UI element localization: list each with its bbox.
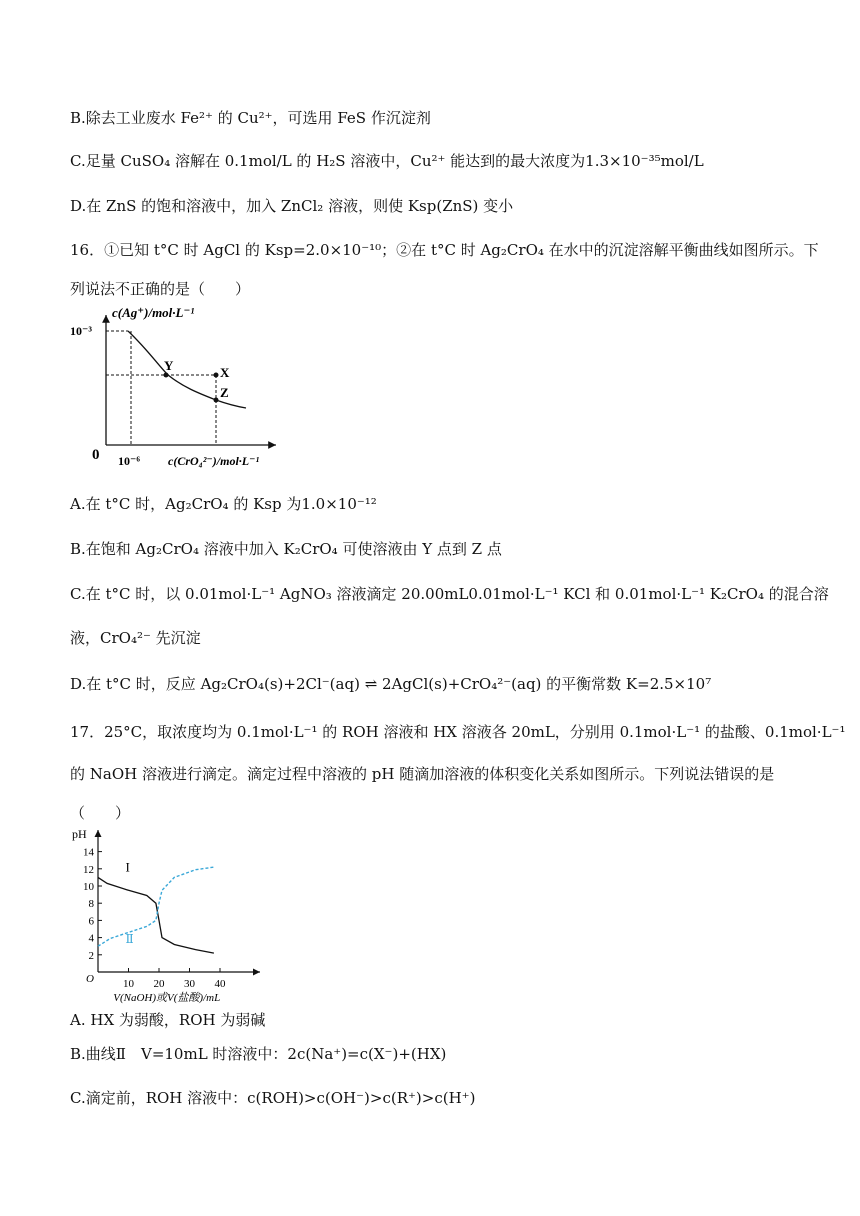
q17-x-tick-label: 20: [153, 978, 165, 990]
q17-y-tick-label: 10: [83, 881, 94, 893]
q17-origin-label: O: [86, 973, 94, 985]
question-16-stem-line2: 列说法不正确的是（ ）: [70, 280, 251, 298]
q17-x-tick-label: 40: [214, 978, 226, 990]
q17-x-tick-label: 10: [123, 978, 134, 990]
q17-y-axis-label: pH: [72, 827, 87, 841]
option-15-b: B.除去工业废水 Fe²⁺ 的 Cu²⁺，可选用 FeS 作沉淀剂: [70, 109, 431, 127]
q16-origin-label: 0: [92, 447, 100, 463]
question-17-stem-line1: 17．25°C，取浓度均为 0.1mol·L⁻¹ 的 ROH 溶液和 HX 溶液各 20mL，分别用 0.1mol·L⁻¹ 的盐酸、0.1mol·L⁻¹: [70, 723, 846, 741]
q17-curve-1-label: I: [125, 859, 130, 875]
q17-x-tick-label: 30: [184, 978, 195, 990]
q17-x-axis-label: V(NaOH)或V(盐酸)/mL: [113, 992, 221, 1004]
option-17-c: C.滴定前，ROH 溶液中：c(ROH)>c(OH⁻)>c(R⁺)>c(H⁺): [70, 1089, 476, 1107]
q17-y-tick-label: 4: [88, 932, 94, 945]
option-16-c-line2: 液，CrO₄²⁻ 先沉淀: [70, 629, 201, 647]
question-16-stem-line1: 16．①已知 t°C 时 AgCl 的 Ksp=2.0×10⁻¹⁰；②在 t°C 时 Ag₂CrO₄ 在水中的沉淀溶解平衡曲线如图所示。下: [70, 241, 819, 259]
q16-y-tick-label: 10⁻³: [70, 324, 92, 338]
q16-point-z: [214, 398, 219, 403]
q16-label-z: Z: [220, 385, 229, 400]
q16-label-y: Y: [164, 358, 174, 373]
option-15-c: C.足量 CuSO₄ 溶解在 0.1mol/L 的 H₂S 溶液中，Cu²⁺ 能达到的最大浓度为1.3×10⁻³⁵mol/L: [70, 152, 704, 170]
q17-curve-2-label: Ⅱ: [125, 931, 134, 946]
option-16-b: B.在饱和 Ag₂CrO₄ 溶液中加入 K₂CrO₄ 可使溶液由 Y 点到 Z 点: [70, 540, 502, 558]
q16-x-tick-label: 10⁻⁶: [118, 454, 140, 468]
q17-y-tick-label: 2: [88, 949, 94, 962]
q17-curve-1: [98, 877, 214, 953]
q17-y-tick-label: 6: [88, 915, 94, 928]
q17-y-tick-label: 8: [88, 898, 94, 911]
q16-point-x: [214, 373, 219, 378]
q16-point-y: [164, 373, 169, 378]
q16-figure: [68, 305, 288, 477]
q17-figure: [68, 822, 278, 1004]
option-17-b: B.曲线Ⅱ V=10mL 时溶液中：2c(Na⁺)=c(X⁻)+(HX): [70, 1045, 447, 1063]
q17-y-tick-label: 14: [83, 846, 94, 859]
question-17-stem-line2: 的 NaOH 溶液进行滴定。滴定过程中溶液的 pH 随滴加溶液的体积变化关系如图所示。下列说法错误的是: [70, 765, 775, 783]
option-16-d: D.在 t°C 时，反应 Ag₂CrO₄(s)+2Cl⁻(aq) ⇌ 2AgCl(s)+CrO₄²⁻(aq) 的平衡常数 K=2.5×10⁷: [70, 675, 712, 693]
option-16-c-line1: C.在 t°C 时，以 0.01mol·L⁻¹ AgNO₃ 溶液滴定 20.00mL0.01mol·L⁻¹ KCl 和 0.01mol·L⁻¹ K₂CrO₄ 的混合溶: [70, 585, 829, 603]
q17-y-tick-label: 12: [83, 863, 94, 876]
q16-label-x: X: [220, 365, 230, 380]
option-15-d: D.在 ZnS 的饱和溶液中，加入 ZnCl₂ 溶液，则使 Ksp(ZnS) 变小: [70, 197, 514, 215]
option-16-a: A.在 t°C 时，Ag₂CrO₄ 的 Ksp 为1.0×10⁻¹²: [70, 495, 377, 513]
option-17-a: A. HX 为弱酸，ROH 为弱碱: [70, 1011, 266, 1029]
question-17-stem-line3: （ ）: [70, 804, 131, 822]
q16-x-axis-label: c(CrO₄²⁻)/mol·L⁻¹: [168, 454, 260, 468]
q16-y-axis-label: c(Ag⁺)/mol·L⁻¹: [112, 305, 195, 320]
